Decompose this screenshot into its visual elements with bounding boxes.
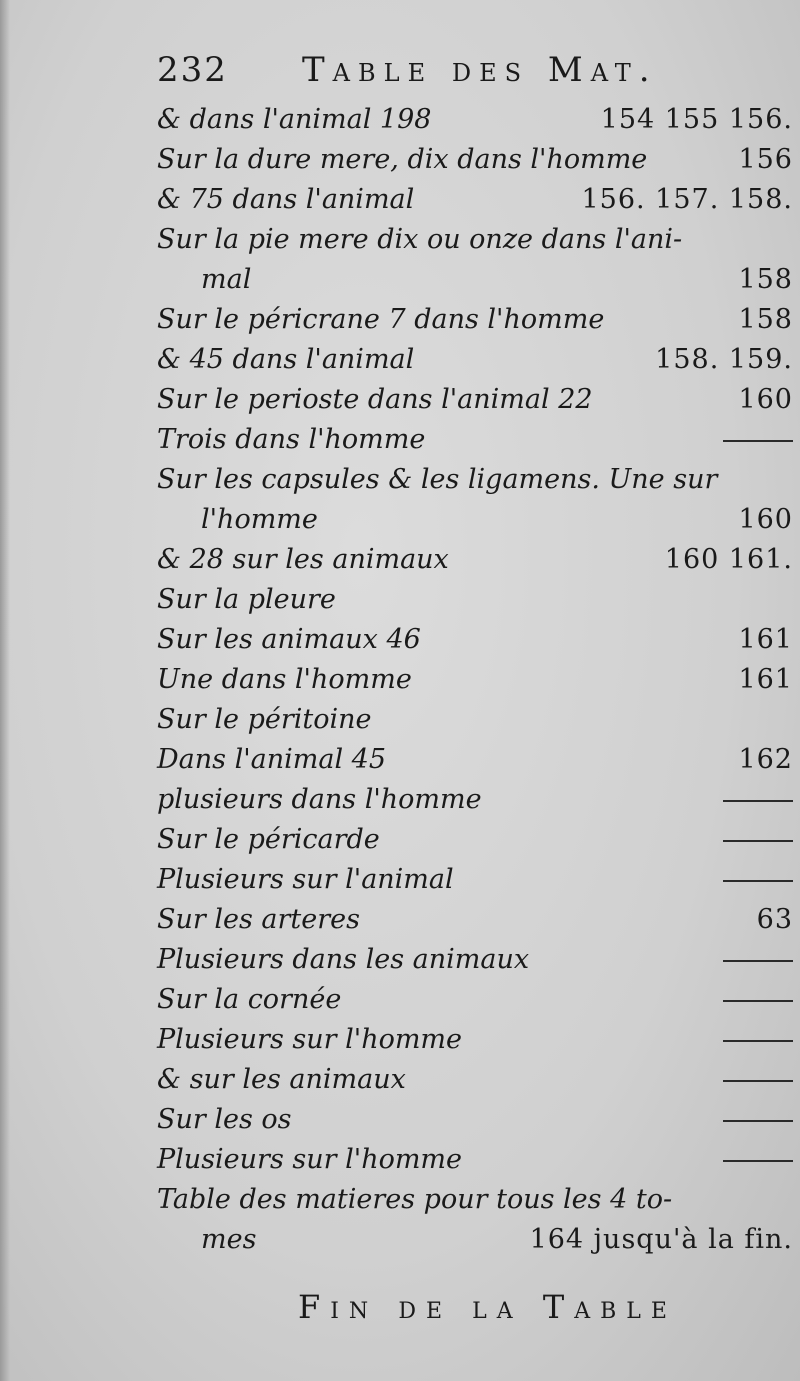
ditto-dash bbox=[723, 1040, 793, 1042]
page-reference: 161 bbox=[738, 664, 793, 695]
page-reference: 158 bbox=[738, 304, 793, 335]
entry-text: Plusieurs sur l'homme bbox=[157, 1024, 463, 1055]
index-entry bbox=[157, 780, 797, 820]
entry-text: mes bbox=[201, 1224, 257, 1255]
entry-text: Sur les capsules & les ligamens. Une sur bbox=[157, 464, 718, 495]
entry-text: & 45 dans l'animal bbox=[157, 344, 415, 375]
index-entry bbox=[157, 1140, 797, 1180]
index-entry bbox=[157, 220, 797, 260]
page-reference: 156. 157. 158. bbox=[581, 184, 793, 215]
entry-text: Sur la cornée bbox=[157, 984, 342, 1015]
entry-text: & 28 sur les animaux bbox=[157, 544, 449, 575]
entry-text: Sur les animaux 46 bbox=[157, 624, 421, 655]
index-entry bbox=[157, 900, 797, 940]
entry-text: Dans l'animal 45 bbox=[157, 744, 387, 775]
entry-text: Sur les arteres bbox=[157, 904, 361, 935]
end-of-table-caption: Fin de la Table bbox=[298, 1288, 677, 1326]
page-reference: 164 jusqu'à la fin. bbox=[529, 1224, 793, 1255]
ditto-dash bbox=[723, 1000, 793, 1002]
page-reference: 161 bbox=[738, 624, 793, 655]
page-number: 232 bbox=[157, 50, 228, 90]
index-entry bbox=[157, 1220, 797, 1260]
index-entry bbox=[157, 980, 797, 1020]
page-reference: 160 bbox=[738, 504, 793, 535]
ditto-dash bbox=[723, 880, 793, 882]
entry-text: l'homme bbox=[201, 504, 318, 535]
index-entry bbox=[157, 500, 797, 540]
index-entry bbox=[157, 1100, 797, 1140]
index-entry bbox=[157, 260, 797, 300]
index-entries bbox=[157, 100, 797, 1260]
page-reference: 162 bbox=[738, 744, 793, 775]
index-entry bbox=[157, 180, 797, 220]
index-entry bbox=[157, 940, 797, 980]
ditto-dash bbox=[723, 960, 793, 962]
index-entry bbox=[157, 540, 797, 580]
entry-text: Trois dans l'homme bbox=[157, 424, 426, 455]
page-reference: 156 bbox=[738, 144, 793, 175]
index-entry bbox=[157, 140, 797, 180]
index-entry bbox=[157, 660, 797, 700]
index-entry bbox=[157, 420, 797, 460]
running-title: Table des Mat. bbox=[302, 50, 658, 90]
page-reference: 158 bbox=[738, 264, 793, 295]
entry-text: plusieurs dans l'homme bbox=[157, 784, 482, 815]
index-entry bbox=[157, 1180, 797, 1220]
entry-text: & 75 dans l'animal bbox=[157, 184, 415, 215]
entry-text: Une dans l'homme bbox=[157, 664, 412, 695]
entry-text: Plusieurs sur l'animal bbox=[157, 864, 454, 895]
entry-text: & dans l'animal 198 bbox=[157, 104, 432, 135]
index-entry bbox=[157, 380, 797, 420]
index-entry bbox=[157, 1060, 797, 1100]
page-reference: 160 bbox=[738, 384, 793, 415]
ditto-dash bbox=[723, 800, 793, 802]
entry-text: Plusieurs dans les animaux bbox=[157, 944, 530, 975]
entry-text: Sur la pie mere dix ou onze dans l'ani- bbox=[157, 224, 683, 255]
ditto-dash bbox=[723, 1160, 793, 1162]
page-reference: 158. 159. bbox=[655, 344, 793, 375]
entry-text: Sur le péritoine bbox=[157, 704, 372, 735]
page-reference: 160 161. bbox=[664, 544, 793, 575]
entry-text: Sur le perioste dans l'animal 22 bbox=[157, 384, 593, 415]
page-header bbox=[157, 50, 717, 90]
entry-text: Sur la dure mere, dix dans l'homme bbox=[157, 144, 648, 175]
entry-text: Sur les os bbox=[157, 1104, 292, 1135]
index-entry bbox=[157, 700, 797, 740]
index-entry bbox=[157, 460, 797, 500]
entry-text: Sur la pleure bbox=[157, 584, 336, 615]
ditto-dash bbox=[723, 1080, 793, 1082]
entry-text: Sur le péricrane 7 dans l'homme bbox=[157, 304, 605, 335]
ditto-dash bbox=[723, 840, 793, 842]
page-reference: 63 bbox=[756, 904, 793, 935]
index-entry bbox=[157, 820, 797, 860]
index-entry bbox=[157, 580, 797, 620]
index-entry bbox=[157, 860, 797, 900]
ditto-dash bbox=[723, 1120, 793, 1122]
entry-text: Sur le péricarde bbox=[157, 824, 380, 855]
index-entry bbox=[157, 1020, 797, 1060]
index-entry bbox=[157, 340, 797, 380]
entry-text: Plusieurs sur l'homme bbox=[157, 1144, 463, 1175]
entry-text: mal bbox=[201, 264, 252, 295]
page-reference: 154 155 156. bbox=[600, 104, 793, 135]
index-entry bbox=[157, 300, 797, 340]
entry-text: Table des matieres pour tous les 4 to- bbox=[157, 1184, 673, 1215]
index-entry bbox=[157, 740, 797, 780]
page-binding-shadow bbox=[0, 0, 10, 1381]
entry-text: & sur les animaux bbox=[157, 1064, 406, 1095]
ditto-dash bbox=[723, 440, 793, 442]
index-entry bbox=[157, 620, 797, 660]
index-entry bbox=[157, 100, 797, 140]
